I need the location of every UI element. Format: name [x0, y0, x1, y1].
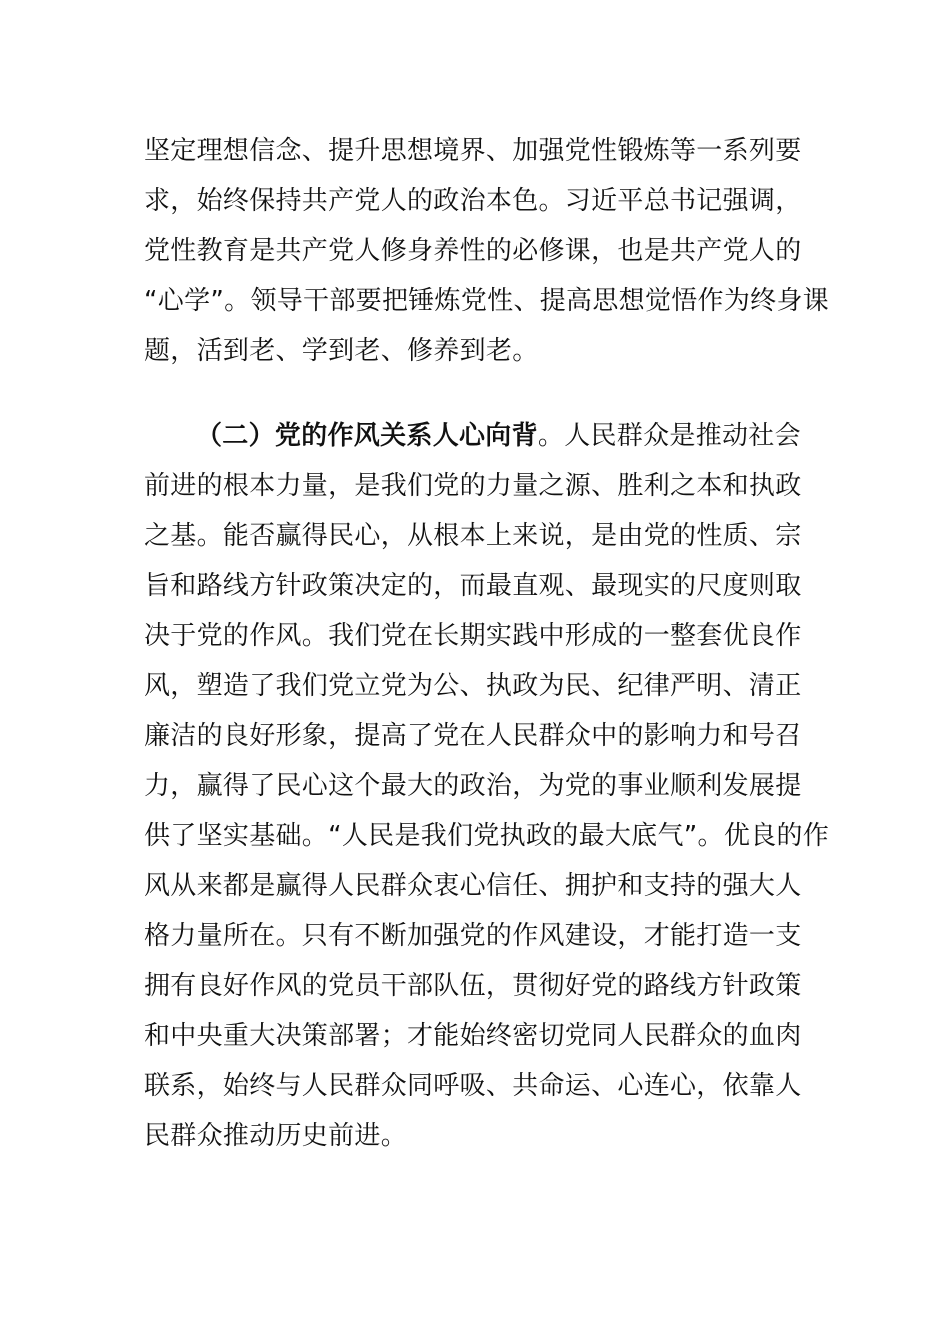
- paragraph-2-line-10: 风从来都是赢得人民群众衷心信任、拥护和支持的强大人: [144, 871, 802, 901]
- paragraph-2-line-6: 风，塑造了我们党立党为公、执政为民、纪律严明、清正: [144, 671, 802, 701]
- paragraph-1-line-1: 坚定理想信念、提升思想境界、加强党性锻炼等一系列要: [144, 136, 802, 166]
- paragraph-1-line-2: 求，始终保持共产党人的政治本色。习近平总书记强调，: [144, 186, 802, 216]
- paragraph-2-line-15: 民群众推动历史前进。: [144, 1121, 408, 1151]
- paragraph-2-line-12: 拥有良好作风的党员干部队伍，贯彻好党的路线方针政策: [144, 971, 802, 1001]
- paragraph-2-line-5: 决于党的作风。我们党在长期实践中形成的一整套优良作: [144, 621, 802, 651]
- section-heading: （二）党的作风关系人心向背: [196, 421, 538, 451]
- paragraph-2-line-8: 力，赢得了民心这个最大的政治，为党的事业顺利发展提: [144, 771, 802, 801]
- paragraph-1-line-4: “心学”。领导干部要把锤炼党性、提高思想觉悟作为终身课: [144, 286, 830, 316]
- paragraph-2-line-4: 旨和路线方针政策决定的，而最直观、最现实的尺度则取: [144, 571, 802, 601]
- paragraph-1-line-3: 党性教育是共产党人修身养性的必修课，也是共产党人的: [144, 236, 802, 266]
- paragraph-2-line-9: 供了坚实基础。“人民是我们党执政的最大底气”。优良的作: [144, 821, 830, 851]
- paragraph-2-line-1: [196, 421, 801, 451]
- paragraph-2-line-14: 联系，始终与人民群众同呼吸、共命运、心连心，依靠人: [144, 1071, 802, 1101]
- paragraph-2-line-3: 之基。能否赢得民心，从根本上来说，是由党的性质、宗: [144, 521, 802, 551]
- paragraph-2-line-13: 和中央重大决策部署；才能始终密切党同人民群众的血肉: [144, 1021, 802, 1051]
- paragraph-2-line-1-rest: 。人民群众是推动社会: [537, 421, 801, 451]
- paragraph-2-line-7: 廉洁的良好形象，提高了党在人民群众中的影响力和号召: [144, 721, 802, 751]
- paragraph-1-line-5: 题，活到老、学到老、修养到老。: [144, 336, 539, 366]
- paragraph-2-line-2: 前进的根本力量，是我们党的力量之源、胜利之本和执政: [144, 471, 802, 501]
- paragraph-2-line-11: 格力量所在。只有不断加强党的作风建设，才能打造一支: [144, 921, 802, 951]
